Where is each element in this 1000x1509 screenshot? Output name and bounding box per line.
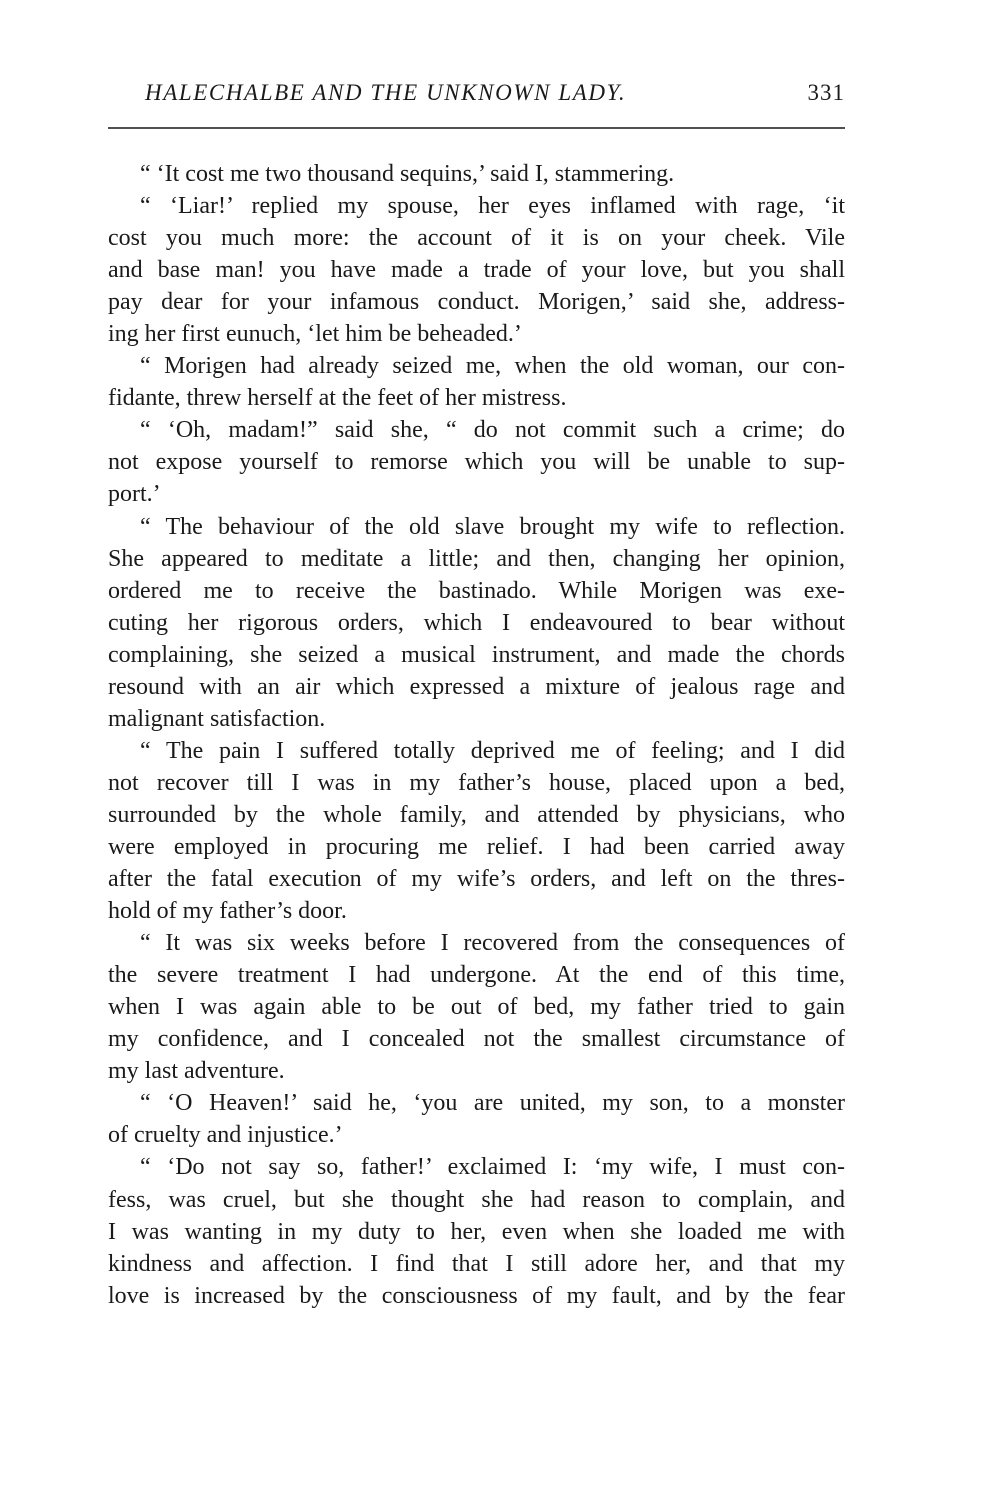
page-header [145, 80, 845, 116]
text-line: my last adventure. [108, 1058, 285, 1085]
text-line: not expose yourself to remorse which you will be unable to sup- [108, 449, 845, 476]
text-line: surrounded by the whole family, and attended by physicians, who [108, 801, 845, 828]
text-line: malignant satisfaction. [108, 705, 326, 732]
text-line: were employed in procuring me relief. I had been carried away [108, 833, 845, 860]
text-line: port.’ [108, 481, 161, 508]
text-line: “ The behaviour of the old slave brought my wife to reflection. [140, 513, 845, 540]
running-title: HALECHALBE AND THE UNKNOWN LADY. [145, 80, 627, 105]
text-line: after the fatal execution of my wife’s orders, and left on the thres- [108, 866, 845, 893]
text-line: my confidence, and I concealed not the smallest circumstance of [108, 1026, 845, 1053]
text-line: love is increased by the consciousness of my fault, and by the fear [108, 1282, 845, 1309]
header-rule [108, 127, 845, 129]
text-line: ordered me to receive the bastinado. While Morigen was exe- [108, 577, 845, 604]
text-line: “ ‘Liar!’ replied my spouse, her eyes inflamed with rage, ‘it [140, 193, 845, 220]
text-line: fess, was cruel, but she thought she had reason to complain, and [108, 1186, 845, 1213]
text-line: and base man! you have made a trade of your love, but you shall [108, 257, 845, 284]
text-line: ing her first eunuch, ‘let him be beheaded.’ [108, 321, 522, 348]
text-line: “ ‘O Heaven!’ said he, ‘you are united, my son, to a monster [140, 1090, 845, 1117]
page-number: 331 [807, 80, 845, 105]
text-line: “ ‘Do not say so, father!’ exclaimed I: ‘my wife, I must con- [140, 1154, 845, 1181]
text-line: “ The pain I suffered totally deprived me of feeling; and I did [140, 737, 845, 764]
text-line: pay dear for your infamous conduct. Morigen,’ said she, address- [108, 289, 845, 316]
text-line: “ ‘Oh, madam!” said she, “ do not commit such a crime; do [140, 417, 845, 444]
text-line: cuting her rigorous orders, which I endeavoured to bear without [108, 609, 845, 636]
text-line: not recover till I was in my father’s house, placed upon a bed, [108, 769, 845, 796]
text-line: the severe treatment I had undergone. At the end of this time, [108, 962, 845, 989]
text-line: She appeared to meditate a little; and then, changing her opinion, [108, 545, 845, 572]
text-line: when I was again able to be out of bed, my father tried to gain [108, 994, 845, 1021]
text-line: “ It was six weeks before I recovered from the consequences of [140, 930, 845, 957]
text-line: I was wanting in my duty to her, even when she loaded me with [108, 1218, 845, 1245]
text-line: hold of my father’s door. [108, 898, 347, 925]
text-line: cost you much more: the account of it is on your cheek. Vile [108, 225, 845, 252]
text-line: kindness and affection. I find that I still adore her, and that my [108, 1250, 845, 1277]
text-line: resound with an air which expressed a mixture of jealous rage and [108, 673, 845, 700]
text-line: “ Morigen had already seized me, when the old woman, our con- [140, 353, 845, 380]
body-text [108, 158, 845, 1312]
text-line: “ ‘It cost me two thousand sequins,’ said I, stammering. [140, 161, 675, 187]
text-line: of cruelty and injustice.’ [108, 1122, 343, 1149]
text-line: fidante, threw herself at the feet of her mistress. [108, 385, 567, 412]
text-line: complaining, she seized a musical instrument, and made the chords [108, 641, 845, 668]
